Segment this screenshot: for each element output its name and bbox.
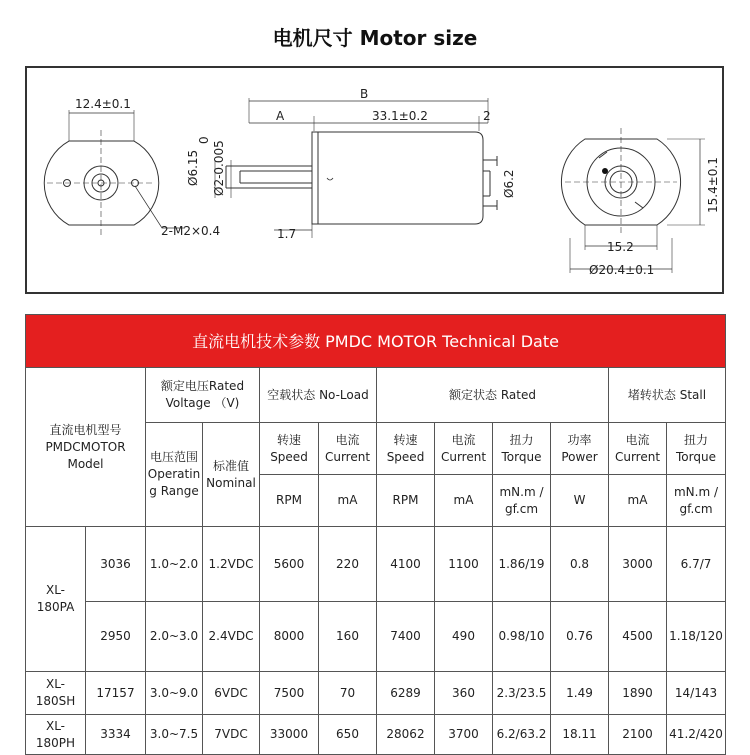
r-current-header: 电流 Current	[435, 423, 493, 475]
side-view	[215, 98, 497, 238]
cell-nl-current: 160	[319, 602, 377, 672]
dim-b: B	[360, 87, 369, 101]
model-header: 直流电机型号 PMDCMOTOR Model	[26, 368, 146, 527]
cell-r-speed: 7400	[377, 602, 435, 672]
cell-r-torque: 1.86/19	[493, 527, 551, 602]
cell-code: 3036	[86, 527, 146, 602]
cell-nominal: 7VDC	[203, 715, 260, 755]
technical-spec-table	[25, 314, 726, 755]
cell-range: 1.0~2.0	[146, 527, 203, 602]
cell-range: 2.0~3.0	[146, 602, 203, 672]
cell-s-current: 2100	[609, 715, 667, 755]
cell-nl-current: 650	[319, 715, 377, 755]
rear-height-dim: 15.4±0.1	[706, 157, 720, 213]
table-row	[26, 672, 726, 715]
cell-r-torque: 6.2/63.2	[493, 715, 551, 755]
page-title: 电机尺寸 Motor size	[272, 26, 478, 50]
cell-r-speed: 6289	[377, 672, 435, 715]
cell-code: 2950	[86, 602, 146, 672]
cell-range: 3.0~9.0	[146, 672, 203, 715]
cell-s-torque: 14/143	[667, 672, 726, 715]
r-current-unit: mA	[435, 475, 493, 527]
front-view	[44, 110, 185, 238]
cell-s-current: 4500	[609, 602, 667, 672]
screw-note: 2-M2×0.4	[161, 224, 221, 238]
cell-nominal: 6VDC	[203, 672, 260, 715]
cell-nominal: 1.2VDC	[203, 527, 260, 602]
stall-header: 堵转状态 Stall	[609, 368, 726, 423]
model-name-cell: XL- 180SH	[26, 672, 86, 715]
outer-dia-dim: Ø20.4±0.1	[589, 263, 655, 277]
cell-nominal: 2.4VDC	[203, 602, 260, 672]
cell-r-power: 0.8	[551, 527, 609, 602]
r-power-unit: W	[551, 475, 609, 527]
cell-r-power: 1.49	[551, 672, 609, 715]
boss-dia-dim: Ø6.2	[502, 169, 516, 198]
s-current-unit: mA	[609, 475, 667, 527]
cell-code: 3334	[86, 715, 146, 755]
cell-nl-speed: 7500	[260, 672, 319, 715]
cell-nl-speed: 5600	[260, 527, 319, 602]
nl-current-unit: mA	[319, 475, 377, 527]
cell-r-speed: 28062	[377, 715, 435, 755]
cell-s-torque: 41.2/420	[667, 715, 726, 755]
rated-voltage-header: 额定电压Rated Voltage （V)	[146, 368, 260, 423]
cell-r-torque: 0.98/10	[493, 602, 551, 672]
table-banner: 直流电机技术参数 PMDC MOTOR Technical Date	[26, 315, 726, 368]
model-name-cell: XL- 180PA	[26, 527, 86, 672]
cell-nl-speed: 8000	[260, 602, 319, 672]
cell-r-current: 490	[435, 602, 493, 672]
cell-r-power: 18.11	[551, 715, 609, 755]
r-torque-unit: mN.m / gf.cm	[493, 475, 551, 527]
motor-dimension-drawing	[25, 66, 724, 294]
table-row	[26, 715, 726, 755]
end-length-dim: 2	[483, 109, 491, 123]
rear-width-dim: 15.2	[607, 240, 634, 254]
cell-nl-speed: 33000	[260, 715, 319, 755]
cell-s-torque: 1.18/120	[667, 602, 726, 672]
shaft-dia-2: Ø2-0.005	[212, 140, 226, 196]
operating-range-header: 电压范围 Operatin g Range	[146, 423, 203, 527]
shaft-dia-2-top: 0	[197, 136, 211, 144]
table-row	[26, 527, 726, 602]
cell-code: 17157	[86, 672, 146, 715]
cell-r-torque: 2.3/23.5	[493, 672, 551, 715]
cell-nl-current: 220	[319, 527, 377, 602]
s-current-header: 电流 Current	[609, 423, 667, 475]
shaft-dia-1: Ø6.15	[186, 149, 200, 186]
cell-nl-current: 70	[319, 672, 377, 715]
no-load-header: 空载状态 No-Load	[260, 368, 377, 423]
cell-s-current: 3000	[609, 527, 667, 602]
cell-s-torque: 6.7/7	[667, 527, 726, 602]
flange-dim: 1.7	[277, 227, 297, 241]
cell-r-current: 1100	[435, 527, 493, 602]
rated-header: 额定状态 Rated	[377, 368, 609, 423]
nominal-header: 标准值 Nominal	[203, 423, 260, 527]
r-speed-unit: RPM	[377, 475, 435, 527]
nl-speed-unit: RPM	[260, 475, 319, 527]
cell-r-current: 3700	[435, 715, 493, 755]
nl-current-header: 电流 Current	[319, 423, 377, 475]
r-speed-header: 转速 Speed	[377, 423, 435, 475]
table-row	[26, 602, 726, 672]
body-length-dim: 33.1±0.2	[372, 109, 428, 123]
r-power-header: 功率 Power	[551, 423, 609, 475]
s-torque-header: 扭力 Torque	[667, 423, 726, 475]
model-name-cell: XL- 180PH	[26, 715, 86, 755]
cell-r-current: 360	[435, 672, 493, 715]
dim-a: A	[276, 109, 285, 123]
cell-r-power: 0.76	[551, 602, 609, 672]
nl-speed-header: 转速 Speed	[260, 423, 319, 475]
cell-r-speed: 4100	[377, 527, 435, 602]
r-torque-header: 扭力 Torque	[493, 423, 551, 475]
front-width-dim: 12.4±0.1	[75, 97, 131, 111]
cell-s-current: 1890	[609, 672, 667, 715]
s-torque-unit: mN.m / gf.cm	[667, 475, 726, 527]
cell-range: 3.0~7.5	[146, 715, 203, 755]
